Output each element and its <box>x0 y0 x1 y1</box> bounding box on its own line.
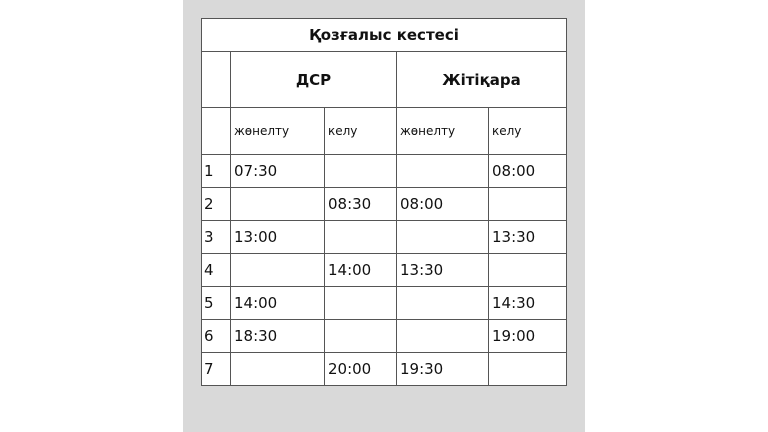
table-row <box>202 254 567 287</box>
time-cell: 13:30 <box>397 254 489 287</box>
time-cell <box>397 221 489 254</box>
station-row <box>202 52 567 108</box>
row-number: 5 <box>202 287 231 320</box>
subheader-arrival-dsr: келу <box>325 108 397 155</box>
table-row <box>202 320 567 353</box>
time-cell: 14:00 <box>325 254 397 287</box>
subheader-departure-zhitikara: жөнелту <box>397 108 489 155</box>
subheader-arrival-zhitikara: келу <box>489 108 567 155</box>
time-cell <box>397 287 489 320</box>
time-cell: 18:30 <box>231 320 325 353</box>
schedule-table <box>201 18 567 386</box>
time-cell <box>489 353 567 386</box>
row-number: 3 <box>202 221 231 254</box>
corner-cell <box>202 52 231 108</box>
time-cell: 13:00 <box>231 221 325 254</box>
table-row <box>202 155 567 188</box>
time-cell: 08:30 <box>325 188 397 221</box>
time-cell <box>325 287 397 320</box>
time-cell <box>489 254 567 287</box>
subheader-row <box>202 108 567 155</box>
table-row <box>202 188 567 221</box>
time-cell: 08:00 <box>397 188 489 221</box>
time-cell: 08:00 <box>489 155 567 188</box>
time-cell: 14:30 <box>489 287 567 320</box>
time-cell <box>231 188 325 221</box>
time-cell: 13:30 <box>489 221 567 254</box>
time-cell <box>489 188 567 221</box>
title-row <box>202 19 567 52</box>
time-cell <box>231 254 325 287</box>
time-cell <box>397 320 489 353</box>
subheader-departure-dsr: жөнелту <box>231 108 325 155</box>
table-row <box>202 353 567 386</box>
row-number: 4 <box>202 254 231 287</box>
time-cell <box>325 155 397 188</box>
row-number: 1 <box>202 155 231 188</box>
subheader-blank <box>202 108 231 155</box>
time-cell: 07:30 <box>231 155 325 188</box>
time-cell <box>397 155 489 188</box>
time-cell: 19:30 <box>397 353 489 386</box>
table-row <box>202 287 567 320</box>
table-title: Қозғалыс кестесі <box>202 19 567 52</box>
time-cell <box>325 221 397 254</box>
row-number: 6 <box>202 320 231 353</box>
station-zhitikara: Жітіқара <box>397 52 567 108</box>
time-cell <box>231 353 325 386</box>
time-cell: 14:00 <box>231 287 325 320</box>
station-dsr: ДСР <box>231 52 397 108</box>
time-cell: 20:00 <box>325 353 397 386</box>
time-cell <box>325 320 397 353</box>
row-number: 2 <box>202 188 231 221</box>
row-number: 7 <box>202 353 231 386</box>
time-cell: 19:00 <box>489 320 567 353</box>
table-row <box>202 221 567 254</box>
